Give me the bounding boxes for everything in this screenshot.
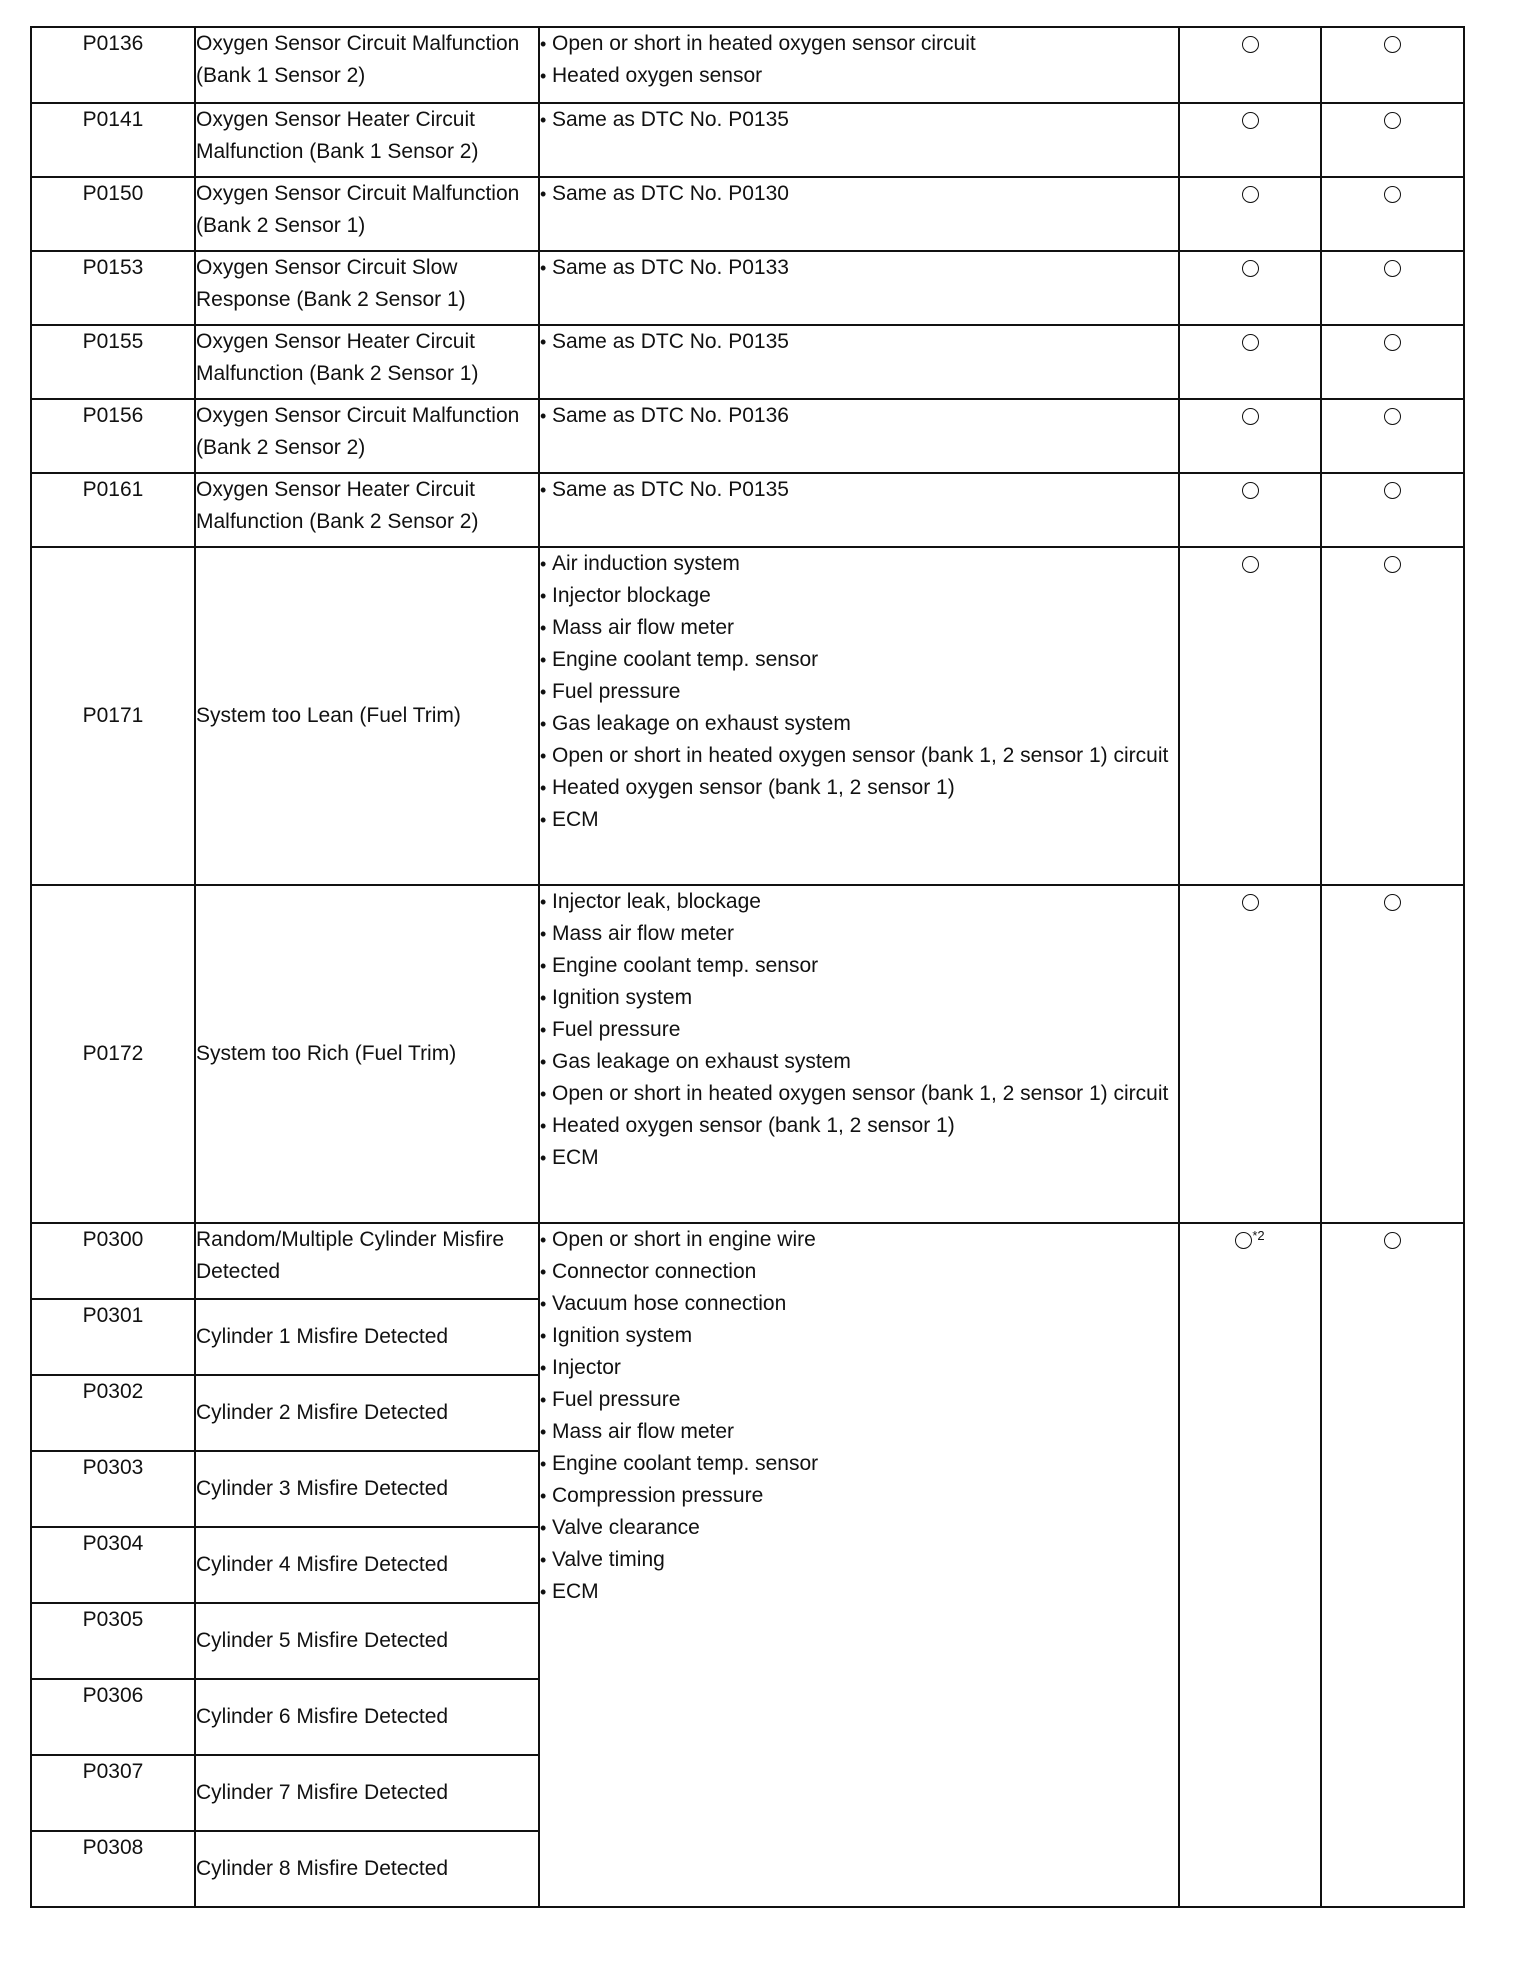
cause-item: • Valve timing [540,1544,1178,1576]
cause-item: • Open or short in engine wire [540,1224,1178,1256]
mark-cell [1179,103,1321,177]
circle-icon [1242,482,1259,499]
circle-icon [1384,894,1401,911]
cause-item: • Connector connection [540,1256,1178,1288]
cause-list [540,474,1178,506]
mark-cell [1179,27,1321,103]
cause-item: • Injector leak, blockage [540,886,1178,918]
mark-cell [1179,885,1321,1223]
circle-icon [1242,894,1259,911]
cause-item: • Gas leakage on exhaust system [540,708,1178,740]
trouble-area [539,103,1179,177]
dtc-name: Random/Multiple Cylinder Misfire Detected [195,1223,539,1299]
dtc-code: P0305 [31,1603,195,1679]
cause-list [540,178,1178,210]
mark-cell [1321,27,1464,103]
table-row [31,177,1464,251]
dtc-code: P0300 [31,1223,195,1299]
mark-cell [1321,399,1464,473]
dtc-name: Cylinder 8 Misfire Detected [195,1831,539,1907]
dtc-name: Cylinder 6 Misfire Detected [195,1679,539,1755]
table-row [31,399,1464,473]
circle-icon [1384,556,1401,573]
dtc-name: System too Rich (Fuel Trim) [195,885,539,1223]
table-row [31,1223,1464,1299]
dtc-name: Cylinder 4 Misfire Detected [195,1527,539,1603]
cause-item: • Gas leakage on exhaust system [540,1046,1178,1078]
circle-icon [1384,112,1401,129]
trouble-area [539,399,1179,473]
cause-item: • Same as DTC No. P0133 [540,252,1178,284]
circle-icon [1242,556,1259,573]
cause-item: • Mass air flow meter [540,1416,1178,1448]
mark-cell [1321,177,1464,251]
dtc-code: P0136 [31,27,195,103]
circle-icon [1242,260,1259,277]
circle-icon [1384,260,1401,277]
dtc-name: Oxygen Sensor Circuit Slow Response (Bank 2 Sensor 1) [195,251,539,325]
mark-cell [1321,251,1464,325]
cause-item: • Engine coolant temp. sensor [540,950,1178,982]
dtc-code: P0156 [31,399,195,473]
circle-icon [1384,482,1401,499]
mark-cell [1321,325,1464,399]
circle-icon [1242,36,1259,53]
cause-item: • Same as DTC No. P0135 [540,326,1178,358]
cause-item: • Engine coolant temp. sensor [540,1448,1178,1480]
cause-item: • Open or short in heated oxygen sensor (bank 1, 2 sensor 1) circuit [540,740,1178,772]
cause-list [540,104,1178,136]
dtc-name: Oxygen Sensor Heater Circuit Malfunction (Bank 1 Sensor 2) [195,103,539,177]
dtc-name: Oxygen Sensor Circuit Malfunction (Bank 1 Sensor 2) [195,27,539,103]
dtc-table-body [31,27,1464,1907]
cause-item: • ECM [540,1142,1178,1174]
cause-item: • Mass air flow meter [540,612,1178,644]
dtc-code: P0308 [31,1831,195,1907]
cause-item: • Ignition system [540,982,1178,1014]
dtc-name: Cylinder 1 Misfire Detected [195,1299,539,1375]
footnote-ref: *2 [1252,1228,1265,1243]
cause-item: • Same as DTC No. P0135 [540,474,1178,506]
dtc-code: P0307 [31,1755,195,1831]
circle-icon [1242,408,1259,425]
mark-cell [1321,547,1464,885]
dtc-code: P0141 [31,103,195,177]
circle-icon [1384,186,1401,203]
table-row [31,27,1464,103]
dtc-code: P0301 [31,1299,195,1375]
circle-icon [1242,112,1259,129]
dtc-name: Cylinder 3 Misfire Detected [195,1451,539,1527]
mark-cell [1179,399,1321,473]
cause-item: • ECM [540,1576,1178,1608]
dtc-code: P0306 [31,1679,195,1755]
dtc-code: P0150 [31,177,195,251]
table-row [31,325,1464,399]
dtc-code: P0161 [31,473,195,547]
cause-item: • Same as DTC No. P0136 [540,400,1178,432]
dtc-code: P0303 [31,1451,195,1527]
trouble-area [539,1223,1179,1907]
dtc-name: Cylinder 7 Misfire Detected [195,1755,539,1831]
cause-item: • Fuel pressure [540,1384,1178,1416]
cause-item: • Heated oxygen sensor (bank 1, 2 sensor 1) [540,772,1178,804]
circle-icon [1384,36,1401,53]
mark-cell [1179,1223,1321,1907]
circle-icon [1235,1232,1252,1249]
circle-icon [1384,408,1401,425]
cause-item: • Engine coolant temp. sensor [540,644,1178,676]
cause-list [540,28,1178,92]
cause-item: • ECM [540,804,1178,836]
trouble-area [539,325,1179,399]
table-row [31,251,1464,325]
trouble-area [539,177,1179,251]
table-row [31,885,1464,1223]
cause-list [540,400,1178,432]
mark-cell [1321,103,1464,177]
mark-cell [1179,325,1321,399]
table-row [31,473,1464,547]
cause-list [540,326,1178,358]
mark-cell [1321,473,1464,547]
cause-item: • Fuel pressure [540,1014,1178,1046]
dtc-name: Oxygen Sensor Circuit Malfunction (Bank 2 Sensor 1) [195,177,539,251]
mark-cell [1321,885,1464,1223]
cause-item: • Vacuum hose connection [540,1288,1178,1320]
dtc-code: P0302 [31,1375,195,1451]
cause-item: • Air induction system [540,548,1178,580]
dtc-name: System too Lean (Fuel Trim) [195,547,539,885]
dtc-name: Cylinder 5 Misfire Detected [195,1603,539,1679]
cause-item: • Injector blockage [540,580,1178,612]
mark-cell [1179,473,1321,547]
circle-icon [1242,334,1259,351]
dtc-name: Oxygen Sensor Circuit Malfunction (Bank 2 Sensor 2) [195,399,539,473]
dtc-name: Oxygen Sensor Heater Circuit Malfunction (Bank 2 Sensor 2) [195,473,539,547]
cause-item: • Fuel pressure [540,676,1178,708]
dtc-code: P0155 [31,325,195,399]
dtc-code: P0153 [31,251,195,325]
mark-cell [1179,547,1321,885]
cause-item: • Open or short in heated oxygen sensor circuit [540,28,1178,60]
mark-cell [1179,251,1321,325]
dtc-name: Cylinder 2 Misfire Detected [195,1375,539,1451]
circle-icon [1242,186,1259,203]
dtc-name: Oxygen Sensor Heater Circuit Malfunction (Bank 2 Sensor 1) [195,325,539,399]
mark-cell [1321,1223,1464,1907]
cause-item: • Valve clearance [540,1512,1178,1544]
trouble-area [539,251,1179,325]
trouble-area [539,27,1179,103]
circle-icon [1384,334,1401,351]
circle-icon [1384,1232,1401,1249]
cause-list [540,252,1178,284]
cause-item: • Compression pressure [540,1480,1178,1512]
cause-item: • Same as DTC No. P0135 [540,104,1178,136]
cause-item: • Injector [540,1352,1178,1384]
trouble-area [539,547,1179,885]
dtc-table [30,26,1465,1908]
mark-cell [1179,177,1321,251]
cause-list [540,1224,1178,1608]
cause-item: • Heated oxygen sensor (bank 1, 2 sensor 1) [540,1110,1178,1142]
table-row [31,103,1464,177]
cause-item: • Ignition system [540,1320,1178,1352]
cause-item: • Heated oxygen sensor [540,60,1178,92]
dtc-code: P0172 [31,885,195,1223]
trouble-area [539,885,1179,1223]
cause-item: • Mass air flow meter [540,918,1178,950]
cause-list [540,548,1178,836]
trouble-area [539,473,1179,547]
dtc-code: P0304 [31,1527,195,1603]
cause-item: • Same as DTC No. P0130 [540,178,1178,210]
cause-list [540,886,1178,1174]
cause-item: • Open or short in heated oxygen sensor (bank 1, 2 sensor 1) circuit [540,1078,1178,1110]
dtc-code: P0171 [31,547,195,885]
table-row [31,547,1464,885]
